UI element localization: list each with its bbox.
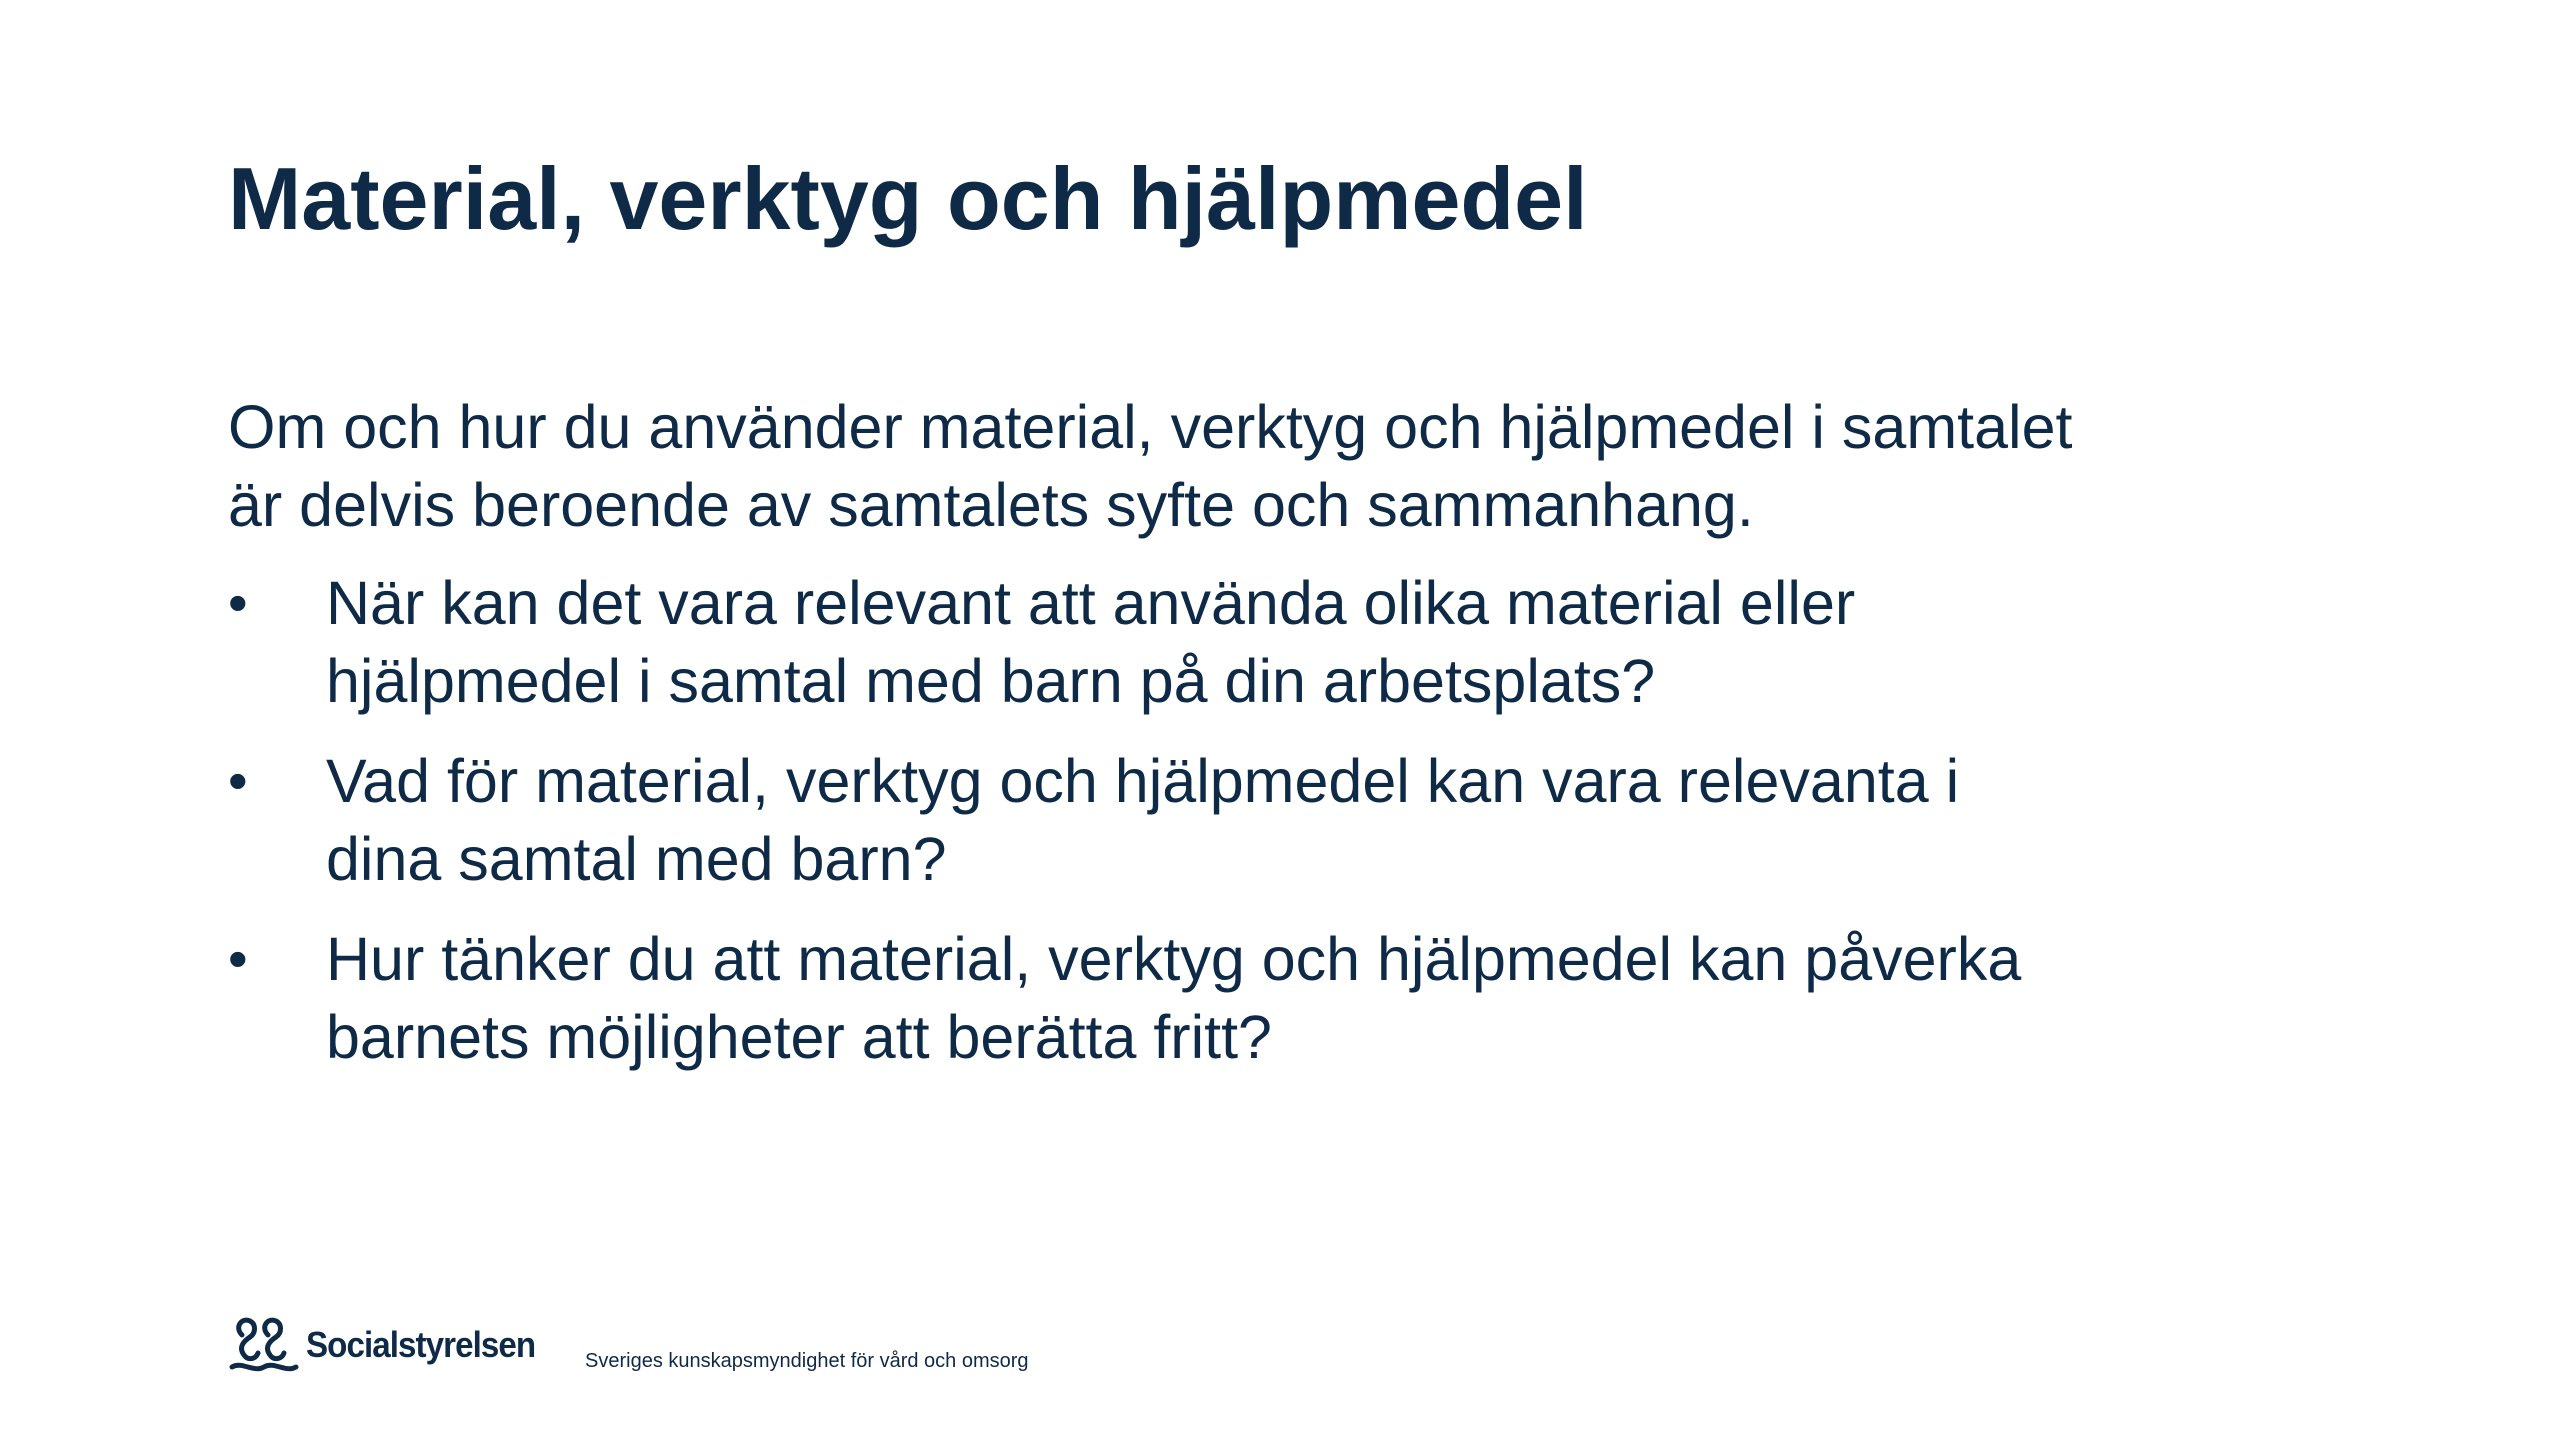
footer-tagline: Sveriges kunskapsmyndighet för vård och omsorg bbox=[585, 1350, 1029, 1372]
bullet-2-line-2: dina samtal med barn? bbox=[326, 825, 947, 893]
list-item bbox=[228, 742, 2278, 898]
slide-title: Material, verktyg och hjälpmedel bbox=[228, 149, 1588, 248]
bullet-1-line-2: hjälpmedel i samtal med barn på din arbetsplats? bbox=[326, 647, 1656, 715]
bullet-2-line-1: Vad för material, verktyg och hjälpmedel kan vara relevanta i bbox=[326, 747, 1960, 815]
logo-text: Socialstyrelsen bbox=[306, 1324, 536, 1365]
bullet-1-line-1: När kan det vara relevant att använda olika material eller bbox=[326, 569, 1856, 637]
list-item bbox=[228, 564, 2278, 720]
footer bbox=[228, 1310, 1828, 1390]
bullet-3-line-1: Hur tänker du att material, verktyg och hjälpmedel kan påverka bbox=[326, 925, 2022, 993]
socialstyrelsen-logo-icon bbox=[228, 1313, 300, 1377]
intro-line-2: är delvis beroende av samtalets syfte och sammanhang. bbox=[228, 471, 1754, 539]
bullet-3-line-2: barnets möjligheter att berätta fritt? bbox=[326, 1003, 1272, 1071]
list-item bbox=[228, 920, 2278, 1076]
intro-paragraph bbox=[228, 388, 2278, 544]
intro-line-1: Om och hur du använder material, verktyg och hjälpmedel i samtalet bbox=[228, 393, 2073, 461]
slide-body bbox=[228, 388, 2278, 1098]
bullet-icon: • bbox=[228, 927, 248, 990]
bullet-list bbox=[228, 564, 2278, 1076]
socialstyrelsen-logo bbox=[228, 1310, 555, 1380]
bullet-icon: • bbox=[228, 749, 248, 812]
bullet-icon: • bbox=[228, 571, 248, 634]
